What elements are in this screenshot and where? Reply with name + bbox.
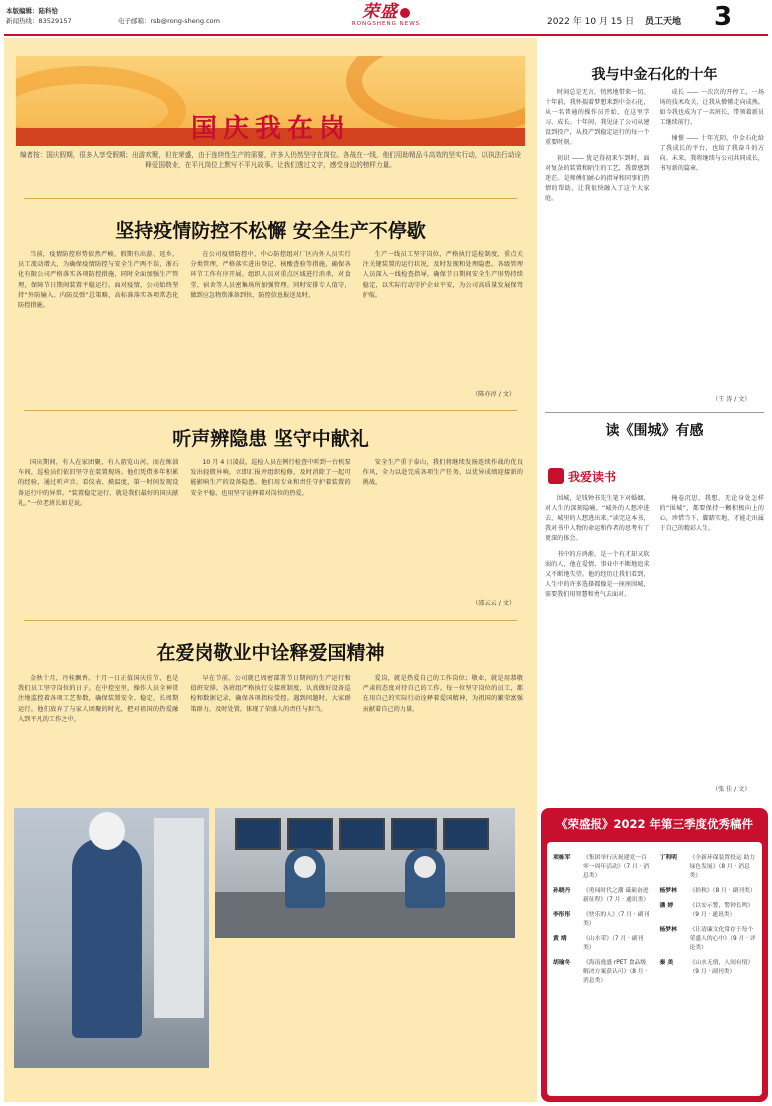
helmet-shape <box>89 812 125 850</box>
article-column: 国庆期间，有人在家团聚，有人游览山河，而在炼油车间，巡检员们依旧坚守在装置现场。他们凭借多年积累的经验，通过听声音、看仪表、摸温度，第一时间发现设备运行中的异常。“装置稳定运行，就是我们最好的国庆献礼。”一位老班长如是说。 <box>18 459 179 507</box>
control-panel-shape <box>154 818 204 1018</box>
article-column <box>660 494 765 784</box>
banner-title: 国庆我在岗 <box>190 114 351 144</box>
award-item <box>660 902 759 920</box>
operator-head <box>414 856 436 878</box>
article-author: （张 佳 / 文） <box>712 786 751 793</box>
masthead <box>344 3 428 27</box>
article-paragraph: 成长 —— 一次次的开停工，一场场的技术攻关，让我从懵懂走向成熟。如今我也成为了一名班长，带领着新员工继续前行。 <box>659 89 764 126</box>
work-title: 《海南逸盛 rPET 食品级解决方案获认可》（8 月 · 消息类） <box>583 960 648 984</box>
article-body <box>18 458 523 598</box>
article-column: 安全生产重于泰山，我们将继续发扬连续作战的优良作风，全力以赴完成各项生产任务，以优异成绩迎接新的挑战。 <box>362 459 523 487</box>
award-item <box>553 887 652 905</box>
article-column: 当前，疫情防控形势依然严峻，假期有出游、返乡，员工流动增大，为确保疫情防控与安全生产两不误，浙石化有限公司严格落实各项防控措施，同时全面加强生产管理，保障节日期间装置平稳运行。面对疫情，公司始终坚持“外防输入、内防反弹”总策略，高标准落实各项常态化防控措施。 <box>18 251 179 310</box>
award-list <box>553 854 758 992</box>
author-name: 孙晓丹 <box>553 888 571 894</box>
page-header <box>0 0 772 34</box>
editor-info <box>6 6 72 26</box>
work-title: 《山水无情，人间有情》（9 月 · 副刊类） <box>689 960 754 975</box>
article-author: （邵云云 / 文） <box>472 600 516 607</box>
author-name: 项栋军 <box>553 855 571 861</box>
author-name: 李彤彤 <box>553 912 571 918</box>
author-name: 黄 靖 <box>553 936 567 942</box>
award-item <box>553 935 652 953</box>
article-paragraph: 憧憬 —— 十年光阴，中金石化给了我成长的平台，也给了我奋斗的方向。未来，我将继续与公司共同成长，书写新的篇章。 <box>659 135 764 172</box>
masthead-title: 荣盛 <box>362 2 398 22</box>
article-column <box>660 88 765 398</box>
work-title: 《快乐的人》（7 月 · 副刊类） <box>583 912 650 927</box>
award-item <box>660 854 759 881</box>
monitor-shape <box>443 818 489 850</box>
article-column <box>545 494 650 784</box>
article-column <box>545 88 650 398</box>
article-column: 10 月 4 日凌晨，巡检人员在例行检查中听到一台机泵发出轻微异响，立即汇报并组织检修，及时消除了一起可能影响生产的设备隐患。他们用专业和责任守护着装置的安全平稳，也用坚守诠释着对岗位的热爱。 <box>190 459 351 497</box>
worker-figure <box>72 838 142 1038</box>
divider <box>24 410 517 411</box>
award-column <box>553 854 652 992</box>
article-author: （陈亦淳 / 文） <box>472 391 516 398</box>
work-title: 《集团举行庆祝建党一百零一周年活动》（7 月 · 消息类） <box>583 855 650 879</box>
author-name: 秦 美 <box>659 960 674 966</box>
article-paragraph: 书中的方鸿渐，是一个有才却又软弱的人，他在爱情、事业中不断地追求又不断地失望。他的经历让我们看到，人生中的许多选择都像是一座座围城，需要我们用智慧和勇气去面对。 <box>545 551 650 598</box>
section-name: 员工天地 <box>645 17 682 27</box>
author-name: 丁利明 <box>659 855 677 861</box>
work-title: 《山水荣》（7 月 · 副刊类） <box>583 936 644 951</box>
article-body <box>545 494 764 784</box>
monitor-shape <box>391 818 437 850</box>
news-hotline: 新闻热线：83529157 <box>6 17 72 25</box>
logo-dot-icon <box>400 8 410 18</box>
article-title: 读《围城》有感 <box>605 423 704 439</box>
award-box <box>541 808 768 1102</box>
worker-photo <box>14 808 209 1068</box>
page-number: 3 <box>714 2 733 32</box>
work-title: 《让清廉文化常存于每个荣盛人的心中》（9 月 · 评论类） <box>689 927 756 951</box>
divider <box>545 412 764 413</box>
monitor-shape <box>339 818 385 850</box>
divider <box>24 620 517 621</box>
article-column: 早在节前，公司就已周密部署节日期间的生产运行和值班安排。各班组严格执行交接班制度，认真做好设备巡检和数据记录，确保各项指标受控。遇到问题时，大家群策群力，及时处置，体现了荣盛人的责任与担当。 <box>190 675 351 713</box>
award-item <box>660 887 759 896</box>
article-column: 生产一线员工坚守岗位，严格执行巡检制度，重点关注关键装置的运行状况，及时发现和处理隐患。各级管理人员深入一线检查指导，确保节日期间安全生产形势持续稳定，以实际行动守护企业平安，为公司高质量发展保驾护航。 <box>362 251 523 299</box>
award-item <box>553 911 652 929</box>
award-item <box>660 926 759 953</box>
editor-note: 编者按：国庆假期，很多人享受假期；出游欢聚，但在荣盛，由于连续性生产的需要，许多人仍然坚守在岗位。各战在一线，他们用助精品斗高效的坚实行动，以执法行动诠释爱国敬业，在平凡岗位上默写不平凡故事。让我们透过文字，感受身边的榜样力量。 <box>19 151 522 169</box>
article-title: 坚持疫情防控不松懈 安全生产不停歇 <box>115 220 426 242</box>
article-paragraph: 围城，是钱钟书先生笔下对婚姻、对人生的深刻隐喻。“城外的人想冲进去，城里的人想逃出来。”读完这本书，我对书中人物的命运和作者的思考有了更深的体会。 <box>545 495 650 542</box>
desk-shape <box>215 892 515 938</box>
article-body <box>18 674 523 822</box>
award-item <box>553 959 652 986</box>
article-title: 在爱岗敬业中诠释爱国精神 <box>156 642 385 664</box>
header-rule <box>4 34 768 36</box>
reading-tag-label: 我爱读书 <box>568 470 617 484</box>
award-item <box>553 854 652 881</box>
article-column: 金秋十月，丹桂飘香。十月一日正值国庆佳节，也是我们员工坚守岗位的日子。在中控室里，操作人员全神贯注地监控着各项工艺参数，确保装置安全、稳定、长周期运行。他们放弃了与家人团聚的时光，把对祖国的热爱融入到平凡的工作之中。 <box>18 675 179 723</box>
work-title: 《拾秋》（8 月 · 副刊类） <box>689 888 756 894</box>
decorative-cloud <box>346 56 525 136</box>
divider <box>24 198 517 199</box>
award-item <box>660 959 759 977</box>
article-body <box>18 250 523 390</box>
reading-tag <box>548 465 624 487</box>
author-name: 杨梦林 <box>659 888 677 894</box>
article-title: 听声辨隐患 坚守中献礼 <box>172 428 369 450</box>
work-title: 《全新环保装置投运 助力绿色发展》（8 月 · 消息类） <box>689 855 756 879</box>
article-column: 在公司疫情防控中，中心防控组对厂区内外人员实行分类管理，严格落实进出登记、核酸查验等措施，确保各环节工作有序开展。组织人员对重点区域进行消杀，对食堂、宿舍等人员密集场所加强管理。同时安排专人值守，做到应急物资准备到位，防控信息报送及时。 <box>190 251 351 299</box>
operator-head <box>294 856 316 878</box>
article-paragraph: 时间总是无言，悄然地带来一切。十年前，我怀揣着梦想来到中金石化，从一名普通的操作员开始，在这里学习、成长。十年间，我见证了公司从建设到投产，从投产到稳定运行的每一个重要时刻。 <box>545 89 650 146</box>
masthead-english: RONGSHENG NEWS <box>351 21 421 27</box>
book-icon <box>548 468 564 484</box>
article-body <box>545 88 764 398</box>
award-column <box>660 854 759 992</box>
editor-email: 电子邮箱：rsb@rong-sheng.com <box>118 17 220 25</box>
monitor-shape <box>235 818 281 850</box>
article-title: 我与中金石化的十年 <box>591 67 718 83</box>
work-title: 《以安示警，警钟长鸣》（9 月 · 通讯类） <box>689 903 754 918</box>
award-title: 《荣盛报》2022 年第三季度优秀稿件 <box>555 817 753 831</box>
article-paragraph: 初识 —— 犹记得初来乍到时，面对复杂的装置和陌生的工艺，我曾感到迷茫。是师傅们耐心的指导和同事们热情的帮助，让我很快融入了这个大家庭。 <box>545 155 650 202</box>
editor-name: 本版编辑：陆科恰 <box>6 7 58 15</box>
article-paragraph: 掩卷沉思，我想，无论身处怎样的“围城”，都要保持一颗积极向上的心，珍惜当下，脚踏实地，才能走出属于自己的精彩人生。 <box>659 495 764 532</box>
monitor-shape <box>287 818 333 850</box>
article-column: 爱岗，就是热爱自己的工作岗位；敬业，就是用恭敬严肃的态度对待自己的工作。每一位坚守岗位的员工，都在用自己的实际行动诠释着爱国精神，为祖国的繁荣富强贡献着自己的力量。 <box>362 675 523 713</box>
feature-banner <box>16 56 525 146</box>
author-name: 杨梦林 <box>659 927 677 933</box>
author-name: 潘 婷 <box>659 903 674 909</box>
work-title: 《勇闯时代之潮 砥砺奋进新征程》（7 月 · 通讯类） <box>583 888 650 903</box>
control-room-photo <box>215 808 515 938</box>
author-name: 胡瑜冬 <box>553 960 571 966</box>
issue-date: 2022 年 10 月 15 日 <box>547 17 635 27</box>
article-author: （王 涛 / 文） <box>712 396 751 403</box>
